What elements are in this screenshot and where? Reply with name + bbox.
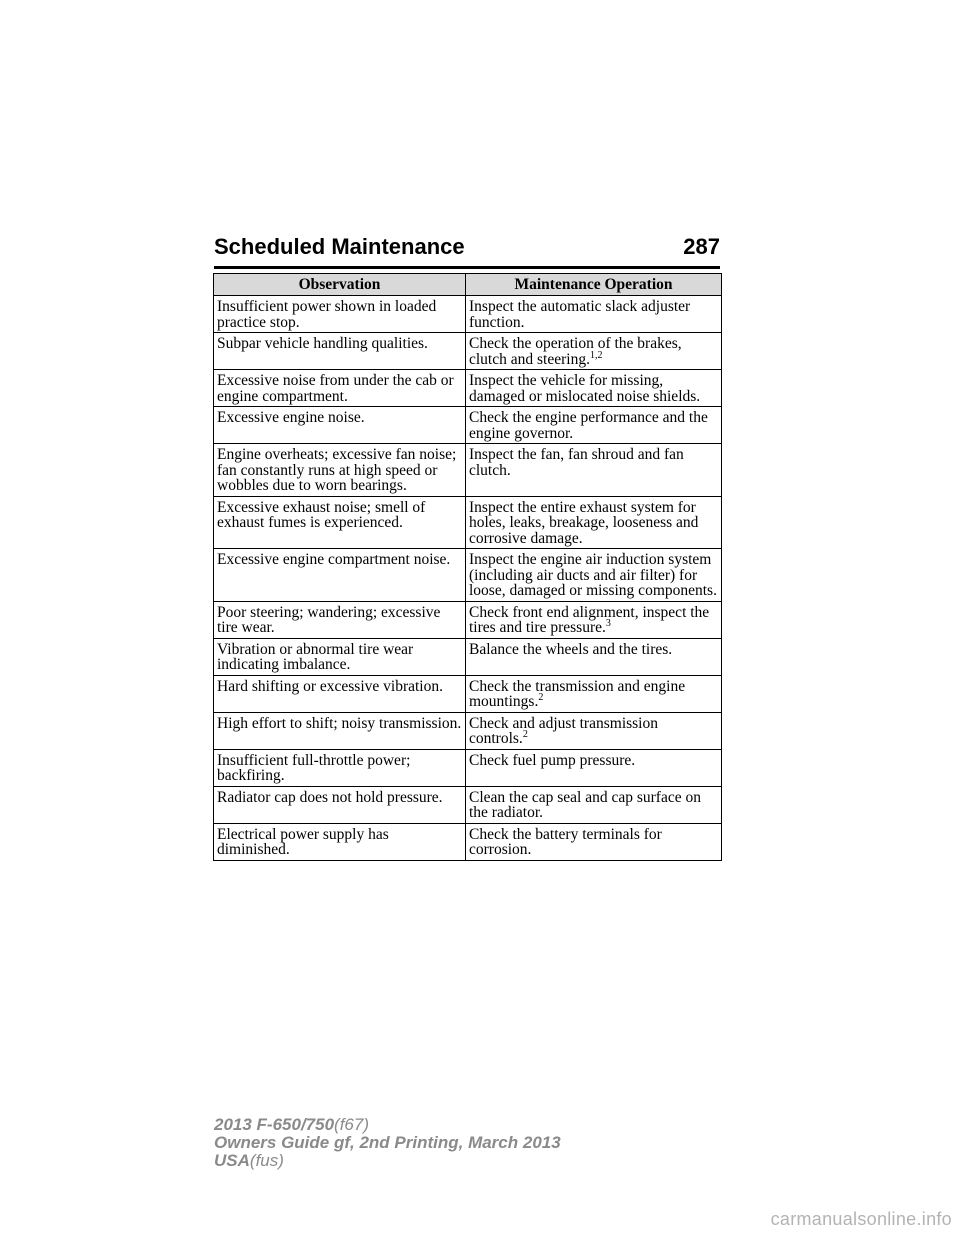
footer-region: USA [214,1151,250,1170]
observation-cell: High effort to shift; noisy transmission. [214,712,466,749]
operation-text: Check the transmission and engine mountings. [469,677,686,710]
operation-cell [466,496,722,549]
observation-cell: Insufficient power shown in loaded practice stop. [214,296,466,333]
table-row [214,370,722,407]
observation-cell: Electrical power supply has diminished. [214,823,466,860]
operation-text: Clean the cap seal and cap surface on the radiator. [469,788,701,821]
table-row [214,407,722,444]
watermark: carmanualsonline.info [770,1209,952,1229]
operation-cell [466,407,722,444]
operation-cell [466,444,722,497]
column-header-observation: Observation [214,274,466,296]
operation-cell [466,712,722,749]
section-title: Scheduled Maintenance [214,234,465,259]
footnote-reference: 1,2 [589,349,603,361]
operation-text: Inspect the vehicle for missing, damaged or mislocated noise shields. [469,372,701,405]
operation-cell [466,749,722,786]
document-footer [214,1116,561,1170]
footer-guide: Owners Guide gf, 2nd Printing, March 2013 [214,1133,561,1152]
table-row [214,296,722,333]
operation-text: Check the engine performance and the engine governor. [469,409,708,442]
footer-model: 2013 F-650/750 [214,1115,335,1134]
table-row [214,444,722,497]
footnote-reference: 3 [605,618,611,629]
operation-cell [466,549,722,602]
operation-text: Inspect the engine air induction system (including air ducts and air filter) for loose, damaged or missing components. [469,551,717,599]
footer-line-region [214,1152,561,1170]
operation-text: Check the operation of the brakes, clutch and steering. [469,335,682,368]
table-row [214,601,722,638]
operation-text: Check fuel pump pressure. [469,751,636,769]
table-body [214,296,722,861]
footnote-reference: 2 [538,692,544,703]
observation-cell: Vibration or abnormal tire wear indicating imbalance. [214,638,466,675]
observation-cell: Engine overheats; excessive fan noise; fan constantly runs at high speed or wobbles due to worn bearings. [214,444,466,497]
maintenance-table [213,273,722,861]
table-row [214,712,722,749]
operation-text: Check the battery terminals for corrosion. [469,825,662,858]
observation-cell: Excessive exhaust noise; smell of exhaust fumes is experienced. [214,496,466,549]
observation-cell: Insufficient full-throttle power; backfiring. [214,749,466,786]
table-row [214,638,722,675]
operation-text: Inspect the automatic slack adjuster function. [469,298,691,331]
operation-cell [466,601,722,638]
footer-line-model [214,1116,561,1134]
footer-region-code: (fus) [249,1151,284,1170]
page-header [214,228,720,260]
operation-cell [466,333,722,370]
observation-cell: Excessive engine noise. [214,407,466,444]
page-number: 287 [683,234,720,259]
table-row [214,549,722,602]
operation-text: Inspect the entire exhaust system for holes, leaks, breakage, looseness and corrosive damage. [469,498,699,547]
observation-cell: Hard shifting or excessive vibration. [214,675,466,712]
footer-model-code: (f67) [334,1115,370,1134]
table-row [214,786,722,823]
footnote-reference: 2 [522,729,528,740]
operation-cell [466,296,722,333]
observation-cell: Excessive engine compartment noise. [214,549,466,602]
header-rule [214,266,720,269]
table-row [214,333,722,370]
operation-cell [466,675,722,712]
table-row [214,496,722,549]
operation-text: Balance the wheels and the tires. [469,640,673,658]
operation-text: Inspect the fan, fan shroud and fan clutch. [469,446,684,479]
observation-cell: Radiator cap does not hold pressure. [214,786,466,823]
operation-text: Check front end alignment, inspect the tires and tire pressure. [469,603,710,636]
operation-text: Check and adjust transmission controls. [469,714,658,747]
column-header-operation: Maintenance Operation [466,274,722,296]
observation-cell: Excessive noise from under the cab or engine compartment. [214,370,466,407]
table-header-row [214,274,722,296]
operation-cell [466,823,722,860]
operation-cell [466,786,722,823]
observation-cell: Poor steering; wandering; excessive tire wear. [214,601,466,638]
table-row [214,823,722,860]
table-row [214,675,722,712]
operation-cell [466,370,722,407]
observation-cell: Subpar vehicle handling qualities. [214,333,466,370]
table-row [214,749,722,786]
operation-cell [466,638,722,675]
